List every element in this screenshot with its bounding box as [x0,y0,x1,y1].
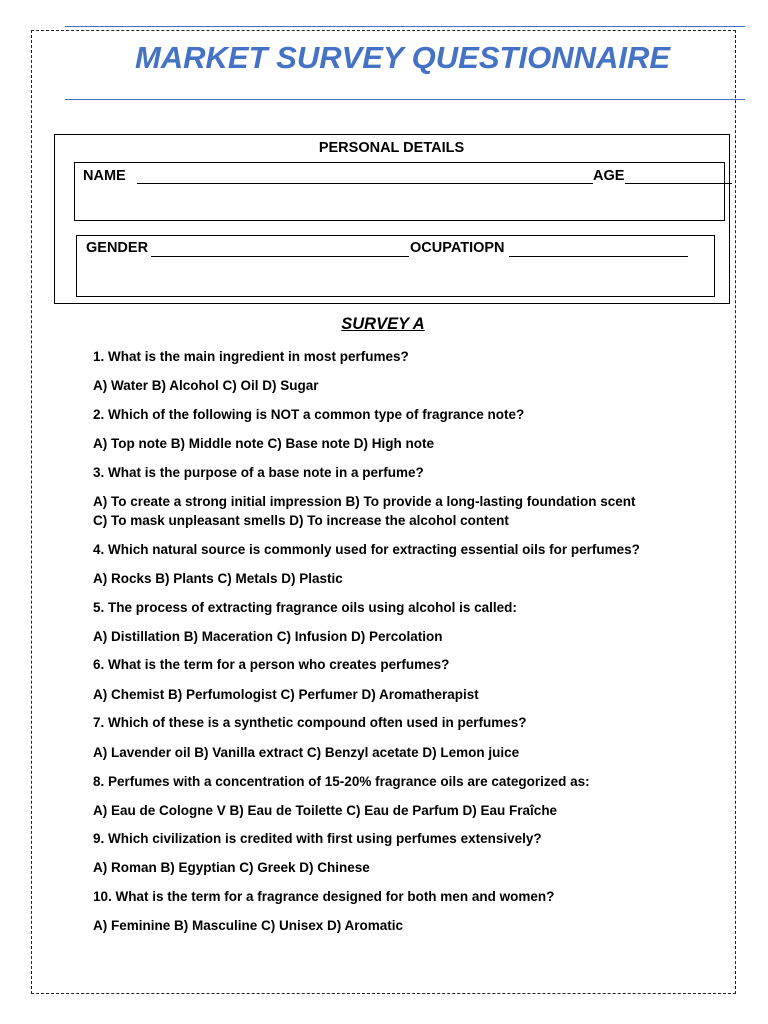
answer-options-10: A) Feminine B) Masculine C) Unisex D) Aromatic [93,918,404,933]
occupation-label: OCUPATIOPN [410,240,505,256]
header-rule-top [65,26,745,27]
gender-label: GENDER [86,240,149,256]
answer-options-2: A) Top note B) Middle note C) Base note D) High note [93,436,434,451]
answer-options-5: A) Distillation B) Maceration C) Infusion D) Percolation [93,629,443,644]
occupation-field[interactable] [509,256,688,257]
name-label: NAME [83,168,126,184]
gender-occupation-box [76,235,715,297]
header-rule-bottom [65,99,745,100]
question-4: 4. Which natural source is commonly used for extracting essential oils for perfumes? [93,542,640,557]
question-6: 6. What is the term for a person who creates perfumes? [93,657,450,672]
name-field[interactable] [137,183,593,184]
question-9: 9. Which civilization is credited with first using perfumes extensively? [93,831,542,846]
answer-options-4: A) Rocks B) Plants C) Metals D) Plastic [93,571,343,586]
question-2: 2. Which of the following is NOT a common type of fragrance note? [93,407,525,422]
question-3: 3. What is the purpose of a base note in a perfume? [93,465,424,480]
answer-options-3b: C) To mask unpleasant smells D) To increase the alcohol content [93,513,509,528]
age-label: AGE [593,168,625,184]
name-age-box [74,162,725,221]
age-field[interactable] [625,183,732,184]
question-1: 1. What is the main ingredient in most perfumes? [93,349,409,364]
gender-field[interactable] [151,256,409,257]
answer-options-8: A) Eau de Cologne V B) Eau de Toilette C) Eau de Parfum D) Eau Fraîche [93,803,558,818]
page-title: MARKET SURVEY QUESTIONNAIRE [134,40,671,75]
answer-options-1: A) Water B) Alcohol C) Oil D) Sugar [93,378,319,393]
question-8: 8. Perfumes with a concentration of 15-20% fragrance oils are categorized as: [93,774,590,789]
answer-options-9: A) Roman B) Egyptian C) Greek D) Chinese [93,860,370,875]
question-5: 5. The process of extracting fragrance oils using alcohol is called: [93,600,517,615]
question-10: 10. What is the term for a fragrance designed for both men and women? [93,889,555,904]
answer-options-6: A) Chemist B) Perfumologist C) Perfumer D) Aromatherapist [93,687,479,702]
answer-options-7: A) Lavender oil B) Vanilla extract C) Benzyl acetate D) Lemon juice [93,745,520,760]
answer-options-3a: A) To create a strong initial impression B) To provide a long-lasting foundation scent [93,494,636,509]
question-7: 7. Which of these is a synthetic compound often used in perfumes? [93,715,527,730]
personal-details-heading: PERSONAL DETAILS [318,140,465,156]
survey-title: SURVEY A [341,315,425,333]
